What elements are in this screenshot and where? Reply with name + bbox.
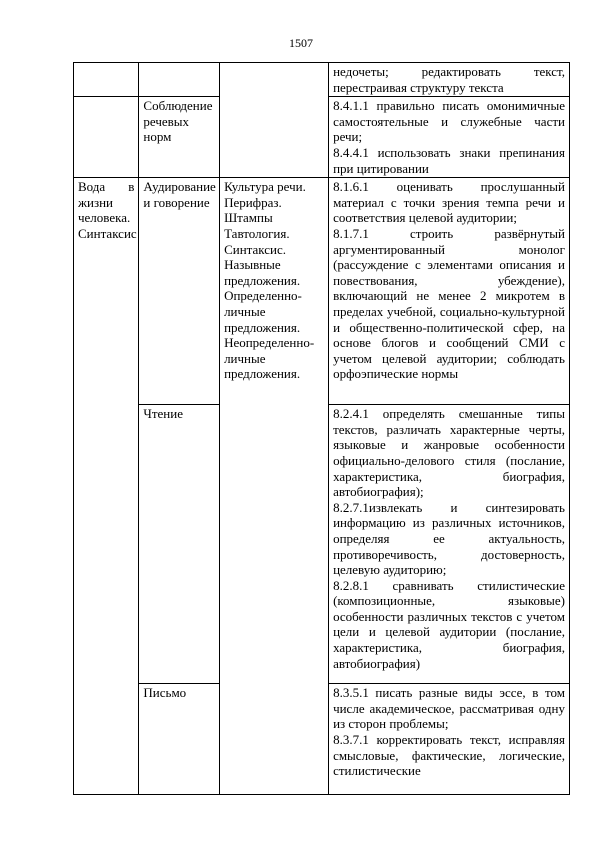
objectives-cell [329,405,570,684]
skill-label: Письмо [143,685,187,701]
section-cell [74,63,139,97]
section-cell [74,97,139,178]
table-row [74,63,570,97]
skill-label: Чтение [143,406,183,422]
objective-text: 8.4.4.1 использовать знаки препинания при цитировании [333,144,565,176]
objectives-cell [329,178,570,405]
curriculum-table [73,62,570,795]
page-number: 1507 [289,36,313,50]
objectives-cell [329,63,570,97]
skill-label: Аудирование и говорение [143,179,216,210]
skill-cell [139,684,220,795]
objectives-cell [329,684,570,795]
objective-text: 8.2.8.1 сравнивать стилистические (композиционные, языковые) особенности различных текстов с учетом цели и целевой аудитории (послание, характеристика, биография, автобиография) [333,577,565,671]
objective-text: недочеты; редактировать текст, перестраивая структуру текста [333,64,565,95]
skill-cell [139,178,220,405]
objective-text: 8.1.6.1 оценивать прослушанный материал с точки зрения темпа речи и соответствия целевой аудитории; [333,179,565,226]
objective-text: 8.3.7.1 корректировать текст, исправляя смысловые, фактические, логические, стилистические [333,731,565,779]
skill-cell [139,63,220,97]
topics-cell [220,178,329,795]
objective-text: 8.1.7.1 строить развёрнутый аргументированный монолог (рассуждение с элементами описания и повествования, убеждение), включающий не менее 2 микротем в пределах учебной, социально-культурной и общественно-политической сфер, на основе блогов и сообщений СМИ с учетом целевой аудитории; соблюдать орфоэпические нормы [333,225,565,382]
skill-label: Соблюдение речевых норм [143,98,213,145]
objective-text: 8.3.5.1 писать разные виды эссе, в том числе академическое, рассматривая одну из сторон проблемы; [333,685,565,732]
objective-text: 8.4.1.1 правильно писать омонимичные самостоятельные и служебные части речи; [333,98,565,145]
objectives-cell [329,97,570,178]
skill-cell [139,405,220,684]
table-row [74,178,570,405]
skill-cell [139,97,220,178]
topics-cell [220,63,329,178]
section-title: Вода в жизни человека. Синтаксис [78,179,137,241]
objective-text: 8.2.4.1 определять смешанные типы текстов, различать характерные черты, языковые и жанровые особенности официально-делового стиля (послание, характеристика, биография, автобиография); [333,406,565,500]
objective-text: 8.2.7.1извлекать и синтезировать информацию из различных источников, определяя ее актуальность, противоречивость, достоверность, целевую аудиторию; [333,499,565,578]
topics-text: Культура речи. Перифраз. Штампы Тавтология. Синтаксис. Назывные предложения. Определенно-личные предложения. Неопределенно-личные предложения. [224,179,315,382]
section-cell [74,178,139,795]
